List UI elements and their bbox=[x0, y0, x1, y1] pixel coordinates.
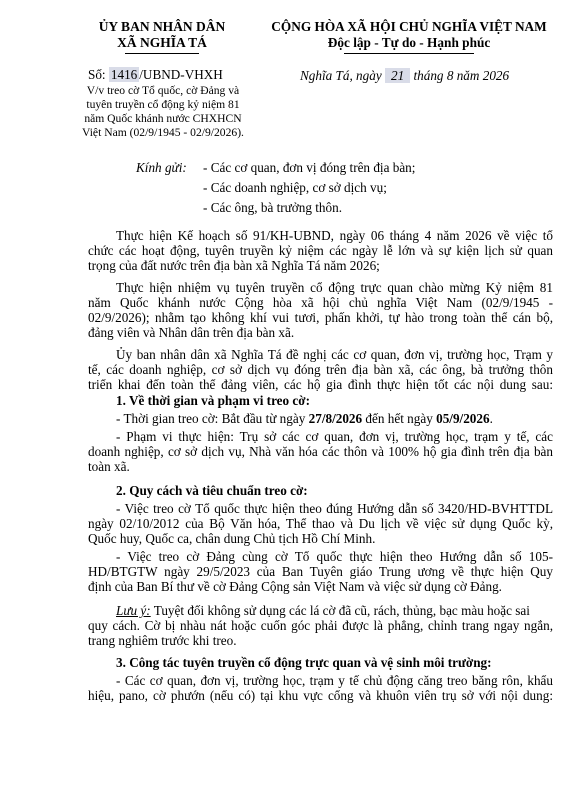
document-number bbox=[88, 67, 223, 83]
body-line: - Các cơ quan, đơn vị, trường học, trạm y tế chủ động căng treo băng rôn, khẩu bbox=[116, 673, 553, 688]
body-line: hiệu, pano, cờ phướn (nếu có) tại khu vực cổng và khuôn viên trụ sở với nội dung: bbox=[88, 688, 553, 703]
note-label: Lưu ý: bbox=[116, 603, 151, 618]
recipient-item: - Các ông, bà trưởng thôn. bbox=[203, 200, 343, 215]
org-name-line2: XÃ NGHĨA TÁ bbox=[117, 35, 207, 50]
org-underline bbox=[125, 53, 199, 54]
so-label: Số: bbox=[88, 67, 106, 82]
time-text: - Thời gian treo cờ: Bắt đầu từ ngày bbox=[116, 411, 309, 426]
nation-title: CỘNG HÒA XÃ HỘI CHỦ NGHĨA VIỆT NAM bbox=[271, 19, 547, 34]
body-line: ngày 02/10/2012 của Bộ Văn hóa, Thể thao và Du lịch về việc sử dụng Quốc kỳ, bbox=[88, 516, 553, 531]
body-line: quy cách. Cờ bị nhàu nát hoặc cuốn góc phải được là phẳng, chỉnh trang ngay ngắn, bbox=[88, 618, 553, 633]
body-line: HD/BTGTW ngày 29/5/2023 của Ban Tuyên giáo Trung ương về thực hiện Quy bbox=[88, 564, 553, 579]
section1-time-line bbox=[116, 411, 493, 426]
body-line: đảng viên và Nhân dân trên địa bàn xã. bbox=[88, 325, 295, 340]
body-line: doanh nghiệp, cơ sở dịch vụ, Nhà văn hóa các thôn và 100% hộ gia đình trên địa bàn bbox=[88, 444, 553, 459]
subject-line: năm Quốc khánh nước CHXHCN bbox=[84, 112, 242, 125]
body-line: định của Ban Bí thư về cờ Đảng Cộng sản Việt Nam và việc sử dụng cờ Đảng. bbox=[88, 579, 502, 594]
subject-line: V/v treo cờ Tổ quốc, cờ Đảng và bbox=[86, 84, 240, 97]
subject-line: Việt Nam (02/9/1945 - 02/9/2026). bbox=[82, 126, 244, 139]
recipient-item: - Các doanh nghiệp, cơ sở dịch vụ; bbox=[203, 180, 387, 195]
body-line: Quốc huy, Quốc ca, chân dung Chủ tịch Hồ Chí Minh. bbox=[88, 531, 376, 546]
time-mid: đến hết ngày bbox=[362, 411, 437, 426]
date-suffix: tháng 8 năm 2026 bbox=[413, 68, 510, 83]
kinh-gui-label: Kính gửi: bbox=[136, 160, 187, 175]
so-suffix: /UBND-VHXH bbox=[139, 67, 223, 82]
recipient-item: - Các cơ quan, đơn vị đóng trên địa bàn; bbox=[203, 160, 416, 175]
body-line: - Việc treo cờ Tổ quốc thực hiện theo đúng Hướng dẫn số 3420/HD-BVHTTDL bbox=[116, 501, 553, 516]
body-line: toàn xã. bbox=[88, 459, 130, 474]
body-line: Ủy ban nhân dân xã Nghĩa Tá đề nghị các cơ quan, đơn vị, trường học, Trạm y bbox=[116, 347, 553, 362]
body-line: trọng của đất nước trên địa bàn xã Nghĩa Tá năm 2026; bbox=[88, 258, 380, 273]
subject-block bbox=[0, 84, 326, 140]
body-line: Thực hiện nhiệm vụ tuyên truyền cổ động trực quan chào mừng Kỷ niệm 81 bbox=[116, 280, 553, 295]
subject-line: tuyên truyền cổ động kỷ niệm 81 bbox=[86, 98, 240, 111]
body-line: - Phạm vi thực hiện: Trụ sở các cơ quan, đơn vị, trường học, trạm y tế, các bbox=[116, 429, 553, 444]
date-prefix: Nghĩa Tá, ngày bbox=[300, 68, 382, 83]
issue-date bbox=[300, 68, 509, 84]
so-number: 1416 bbox=[110, 67, 138, 82]
body-line: triển khai đến toàn thể đảng viên, các hộ gia đình thực hiện tốt các nội dung sau: bbox=[88, 377, 553, 392]
body-line: 02/9/2026); nhằm tạo không khí vui tươi, phấn khởi, tự hào trong toàn thể cán bộ, bbox=[88, 310, 553, 325]
body-line: Thực hiện Kế hoạch số 91/KH-UBND, ngày 06 tháng 4 năm 2026 về việc tổ bbox=[116, 228, 553, 243]
section-heading-2: 2. Quy cách và tiêu chuẩn treo cờ: bbox=[116, 483, 308, 498]
note-line bbox=[116, 603, 530, 618]
date-day: 21 bbox=[385, 68, 410, 83]
end-date: 05/9/2026 bbox=[436, 411, 490, 426]
body-line: tế, các doanh nghiệp, cơ sở dịch vụ đóng trên địa bàn xã, các ông, bà trưởng thôn bbox=[88, 362, 553, 377]
start-date: 27/8/2026 bbox=[308, 411, 363, 426]
body-line: - Việc treo cờ Đảng cùng cờ Tổ quốc thực hiện theo Hướng dẫn số 105- bbox=[116, 549, 553, 564]
nation-motto: Độc lập - Tự do - Hạnh phúc bbox=[327, 35, 491, 50]
body-line: năm Quốc khánh nước Cộng hòa xã hội chủ nghĩa Việt Nam (02/9/1945 - bbox=[88, 295, 553, 310]
motto-underline bbox=[344, 53, 474, 54]
time-end: . bbox=[489, 411, 493, 426]
section-heading-1: 1. Về thời gian và phạm vi treo cờ: bbox=[116, 393, 310, 408]
body-line: trang nghiêm trước khi treo. bbox=[88, 633, 237, 648]
body-line: chức các hoạt động, tuyên truyền kỷ niệm các ngày lễ lớn và sự kiện lịch sử quan bbox=[88, 243, 553, 258]
org-name-line1: ỦY BAN NHÂN DÂN bbox=[98, 19, 226, 34]
note-text: Tuyệt đối không sử dụng các lá cờ đã cũ, rách, thủng, bạc màu hoặc sai bbox=[150, 603, 530, 618]
section-heading-3: 3. Công tác tuyên truyền cổ động trực quan và vệ sinh môi trường: bbox=[116, 655, 492, 670]
